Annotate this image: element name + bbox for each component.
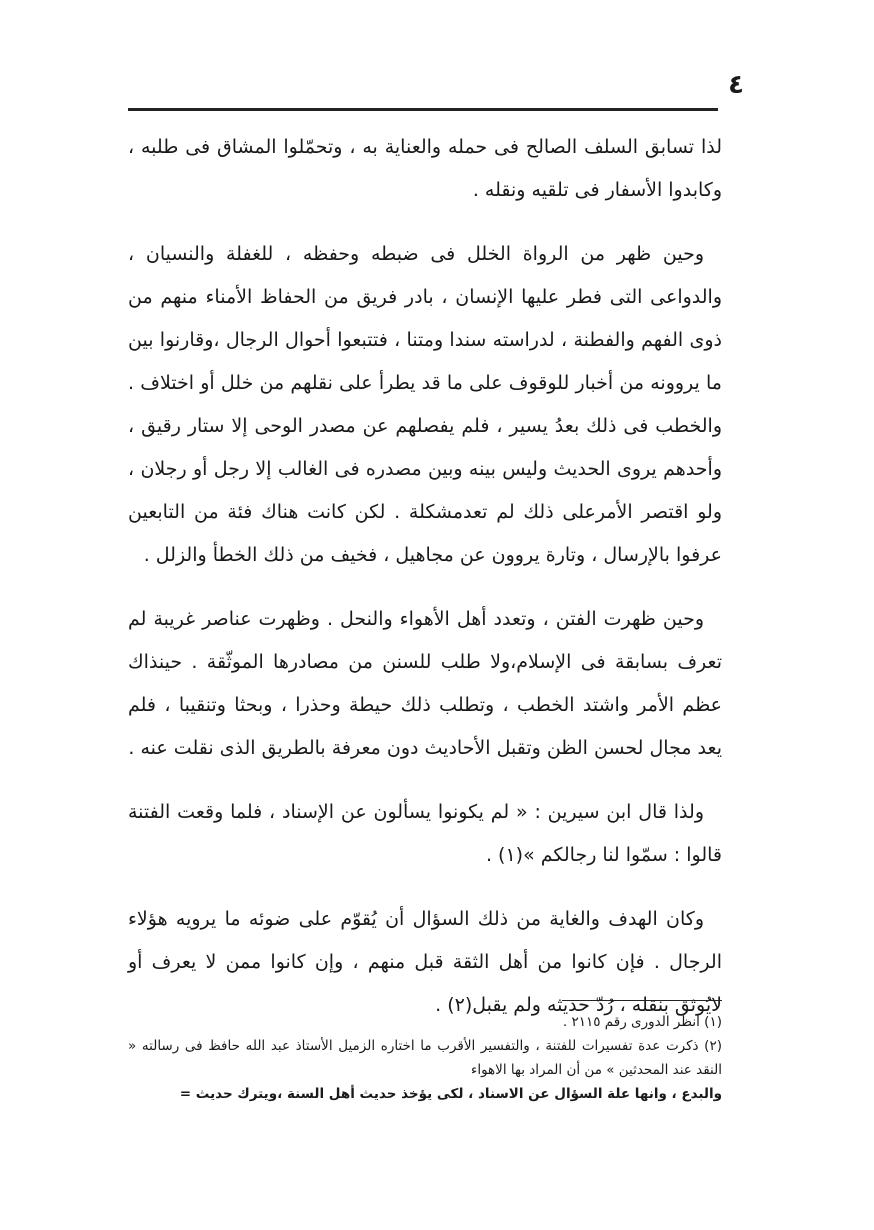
footnote: (٢) ذكرت عدة تفسيرات للفتنة ، والتفسير الأقرب ما اختاره الزميل الأستاذ عبد الله حافظ فى رسالته « النقد عند المحدثين » من أن المراد بها الاهواء [128,1038,722,1078]
page-number: ٤ [728,70,744,100]
paragraph: وكان الهدف والغاية من ذلك السؤال أن يُقوّم على ضوئه ما يرويه هؤلاء الرجال . فإن كانوا من أهل الثقة قبل منهم ، وإن كانوا ممن لا يعرف أو لايُوثق بنقله ، رُدّ حديثه ولم يقبل(٢) . [128,908,722,1016]
paragraph: ولذا قال ابن سيرين : « لم يكونوا يسألون عن الإسناد ، فلما وقعت الفتنة قالوا : سمّوا لنا رجالكم »(١) . [128,801,722,866]
paragraph: وحين ظهر من الرواة الخلل فى ضبطه وحفظه ، للغفلة والنسيان ، والدواعى التى فطر عليها الإنسان ، بادر فريق من الحفاظ الأمناء منهم من ذوى الفهم والفطنة ، لدراسته سندا ومتنا ، فتتبعوا أحوال الرجال ،وقارنوا بين ما يروونه من أخبار للوقوف على ما قد يطرأ على نقلهم من خلل أو اختلاف . والخطب فى ذلك بعدُ يسير ، فلم يفصلهم عن مصدر الوحى إلا ستار رقيق ، وأحدهم يروى الحديث وليس بينه وبين مصدره فى الغالب إلا رجل أو رجلان ، ولو اقتصر الأمرعلى ذلك لم تعدمشكلة . لكن كانت هناك فئة من التابعين عرفوا بالإرسال ، وتارة يروون عن مجاهيل ، فخيف من ذلك الخطأ والزلل . [128,243,722,566]
paragraph: لذا تسابق السلف الصالح فى حمله والعناية به ، وتحمّلوا المشاق فى طلبه ، وكابدوا الأسفار فى تلقيه ونقله . [128,136,722,201]
footnote: (١) انظر الدورى رقم ٢١١٥ . [562,1014,722,1030]
footnote-rule [562,1000,722,1001]
main-text [128,126,722,1048]
paragraph: وحين ظهرت الفتن ، وتعدد أهل الأهواء والنحل . وظهرت عناصر غريبة لم تعرف بسابقة فى الإسلام،ولا طلب للسنن من مصادرها الموثّقة . حينذاك عظم الأمر واشتد الخطب ، وتطلب ذلك حيطة وحذرا ، وبحثا وتنقيبا ، فلم يعد مجال لحسن الظن وتقبل الأحاديث دون معرفة بالطريق الذى نقلت عنه . [128,608,722,759]
header-rule [128,108,718,111]
footnotes [128,1010,722,1106]
footnote: والبدع ، وانها علة السؤال عن الاسناد ، لكى يؤخذ حديث أهل السنة ،ويترك حديث = [179,1086,722,1102]
